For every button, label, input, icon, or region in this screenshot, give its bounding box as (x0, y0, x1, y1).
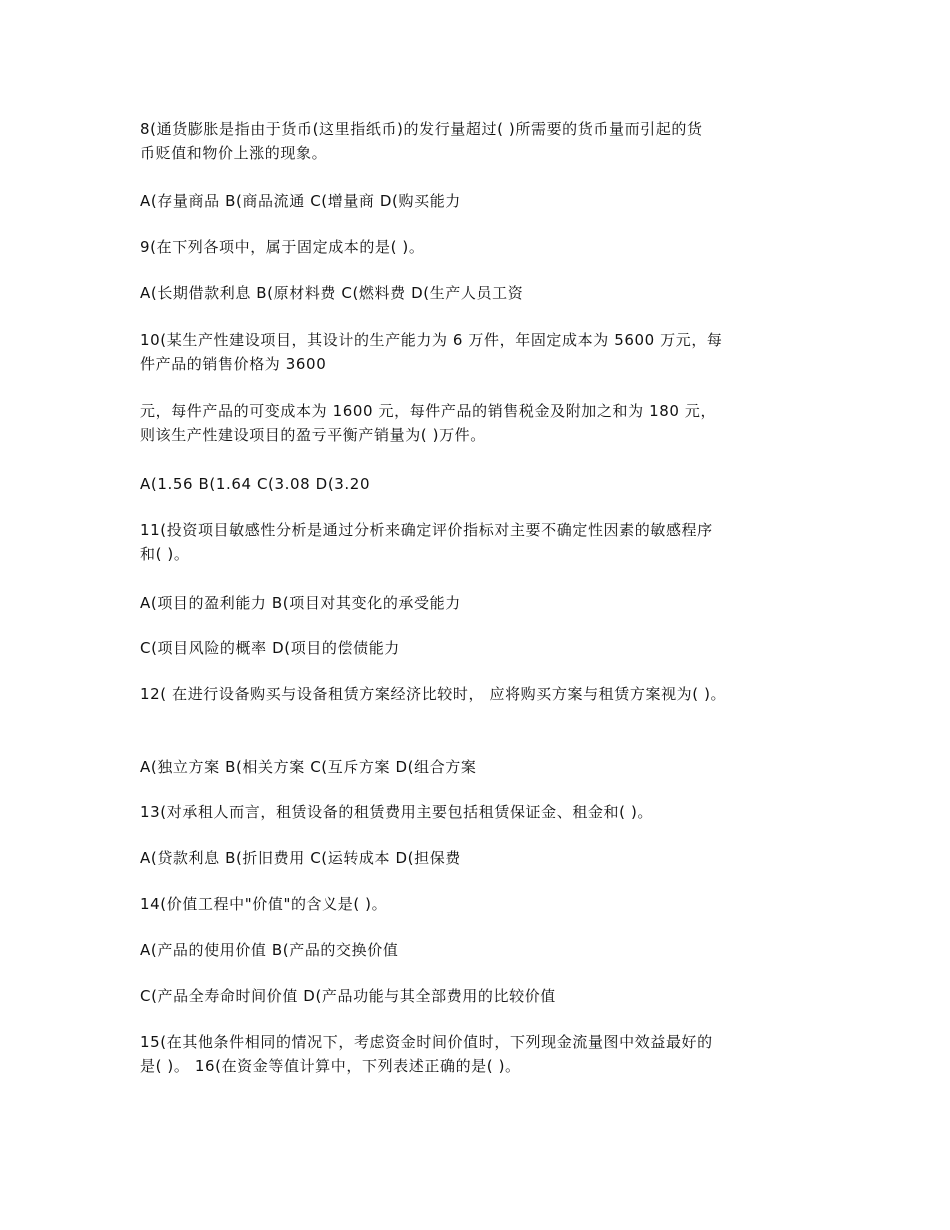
text-line: 是( )。 16(在资金等值计算中，下列表述正确的是( )。 (140, 1057, 521, 1075)
text-line: 11(投资项目敏感性分析是通过分析来确定评价指标对主要不确定性因素的敏感程序 (140, 521, 713, 539)
text-line: A(贷款利息 B(折旧费用 C(运转成本 D(担保费 (140, 849, 461, 867)
question-14-options-ab (140, 938, 830, 962)
question-8-options (140, 189, 830, 213)
text-line: A(独立方案 B(相关方案 C(互斥方案 D(组合方案 (140, 758, 477, 776)
text-line: A(1.56 B(1.64 C(3.08 D(3.20 (140, 475, 371, 493)
question-14 (140, 892, 830, 916)
question-13 (140, 800, 830, 824)
question-11-options-cd (140, 636, 830, 660)
question-9 (140, 235, 830, 259)
text-line: C(项目风险的概率 D(项目的偿债能力 (140, 639, 400, 657)
text-line: 10(某生产性建设项目，其设计的生产能力为 6 万件，年固定成本为 5600 万元，每 (140, 331, 723, 349)
text-line: A(长期借款利息 B(原材料费 C(燃料费 D(生产人员工资 (140, 284, 524, 302)
text-line: A(产品的使用价值 B(产品的交换价值 (140, 941, 399, 959)
question-15-16 (140, 1030, 830, 1078)
question-14-options-cd (140, 984, 830, 1008)
text-line: A(项目的盈利能力 B(项目对其变化的承受能力 (140, 594, 461, 612)
question-12-options (140, 755, 830, 779)
text-line: 8(通货膨胀是指由于货币(这里指纸币)的发行量超过( )所需要的货币量而引起的货 (140, 120, 703, 138)
text-line: 和( )。 (140, 545, 190, 563)
text-line: 币贬值和物价上涨的现象。 (140, 144, 328, 162)
text-line: 9(在下列各项中，属于固定成本的是( )。 (140, 238, 425, 256)
text-line: 13(对承租人而言，租赁设备的租赁费用主要包括租赁保证金、租金和( )。 (140, 803, 654, 821)
question-13-options (140, 846, 830, 870)
text-line: 15(在其他条件相同的情况下，考虑资金时间价值时，下列现金流量图中效益最好的 (140, 1033, 713, 1051)
question-10-options (140, 472, 830, 496)
question-11-options-ab (140, 591, 830, 615)
text-line: 则该生产性建设项目的盈亏平衡产销量为( )万件。 (140, 426, 486, 444)
question-12 (140, 682, 830, 706)
question-10-continued (140, 399, 830, 447)
text-line: A(存量商品 B(商品流通 C(增量商 D(购买能力 (140, 192, 461, 210)
question-11 (140, 518, 830, 566)
text-line: 件产品的销售价格为 3600 (140, 355, 327, 373)
question-9-options (140, 281, 830, 305)
question-10 (140, 328, 830, 376)
question-8 (140, 117, 830, 165)
text-line: 14(价值工程中"价值"的含义是( )。 (140, 895, 388, 913)
text-line: 元，每件产品的可变成本为 1600 元，每件产品的销售税金及附加之和为 180 元， (140, 402, 717, 420)
text-line: C(产品全寿命时间价值 D(产品功能与其全部费用的比较价值 (140, 987, 556, 1005)
text-line: 12( 在进行设备购买与设备租赁方案经济比较时， 应将购买方案与租赁方案视为( )。 (140, 685, 727, 703)
